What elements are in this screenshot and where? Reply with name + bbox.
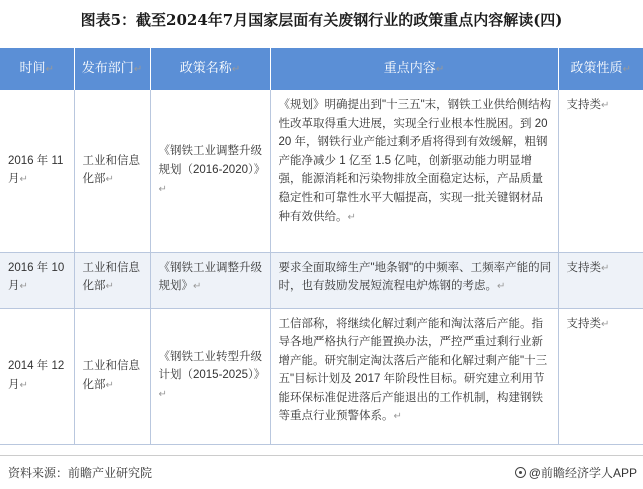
table-header-row	[0, 48, 643, 90]
table-row	[0, 90, 643, 252]
cell-key-content: 要求全面取缔生产"地条钢"的中频率、工频率产能的同时，也有鼓励发展短流程电炉炼钢的考虑。↵	[270, 252, 558, 308]
cell-policy-name: 《钢铁工业调整升级规划（2016-2020）》↵	[150, 90, 270, 252]
brand-label: @前瞻经济学人APP	[528, 466, 637, 480]
chart-title: 图表5：截至2024年7月国家层面有关废钢行业的政策重点内容解读(四)	[80, 11, 563, 29]
cell-policy-name: 《钢铁工业转型升级计划（2015-2025）》↵	[150, 308, 270, 444]
cell-department: 工业和信息化部↵	[74, 252, 150, 308]
header-department: 发布部门↵	[74, 48, 150, 90]
header-policy-nature: 政策性质↵	[558, 48, 643, 90]
circle-logo-icon	[515, 467, 526, 478]
footer	[0, 455, 643, 486]
header-policy-name: 政策名称↵	[150, 48, 270, 90]
cell-policy-nature: 支持类↵	[558, 90, 643, 252]
cell-time: 2016 年 10 月↵	[0, 252, 74, 308]
table-row	[0, 308, 643, 444]
cell-policy-nature: 支持类↵	[558, 308, 643, 444]
cell-policy-name: 《钢铁工业调整升级规划》↵	[150, 252, 270, 308]
policy-table	[0, 48, 643, 445]
cell-department: 工业和信息化部↵	[74, 308, 150, 444]
header-time: 时间↵	[0, 48, 74, 90]
cell-department: 工业和信息化部↵	[74, 90, 150, 252]
cell-policy-nature: 支持类↵	[558, 252, 643, 308]
cell-key-content: 《规划》明确提出到"十三五"末，钢铁工业供给侧结构性改革取得重大进展，实现全行业根本性脱困。到 2020 年，钢铁行业产能过剩矛盾将得到有效缓解，粗钢产能净减少 1 亿至 1.5 亿吨，创新驱动能力明显增强，能源消耗和污染物排放全面稳定达标，产品质量稳定性和可靠性水平大幅提高，实现一批关键钢材品种有效供给。↵	[270, 90, 558, 252]
source-note: 资料来源：前瞻产业研究院	[8, 466, 153, 480]
cell-time: 2014 年 12 月↵	[0, 308, 74, 444]
table-row	[0, 252, 643, 308]
header-key-content: 重点内容↵	[270, 48, 558, 90]
cell-time: 2016 年 11 月↵	[0, 90, 74, 252]
cell-key-content: 工信部称，将继续化解过剩产能和淘汰落后产能。指导各地严格执行产能置换办法，严控严重过剩行业新增产能。研究制定淘汰落后产能和化解过剩产能"十三五"目标计划及 2017 年阶段性目标。研究建立利用节能环保标准促进落后产能退出的工作机制，构建钢铁等重点行业预警体系。↵	[270, 308, 558, 444]
brand-credit	[515, 464, 637, 481]
